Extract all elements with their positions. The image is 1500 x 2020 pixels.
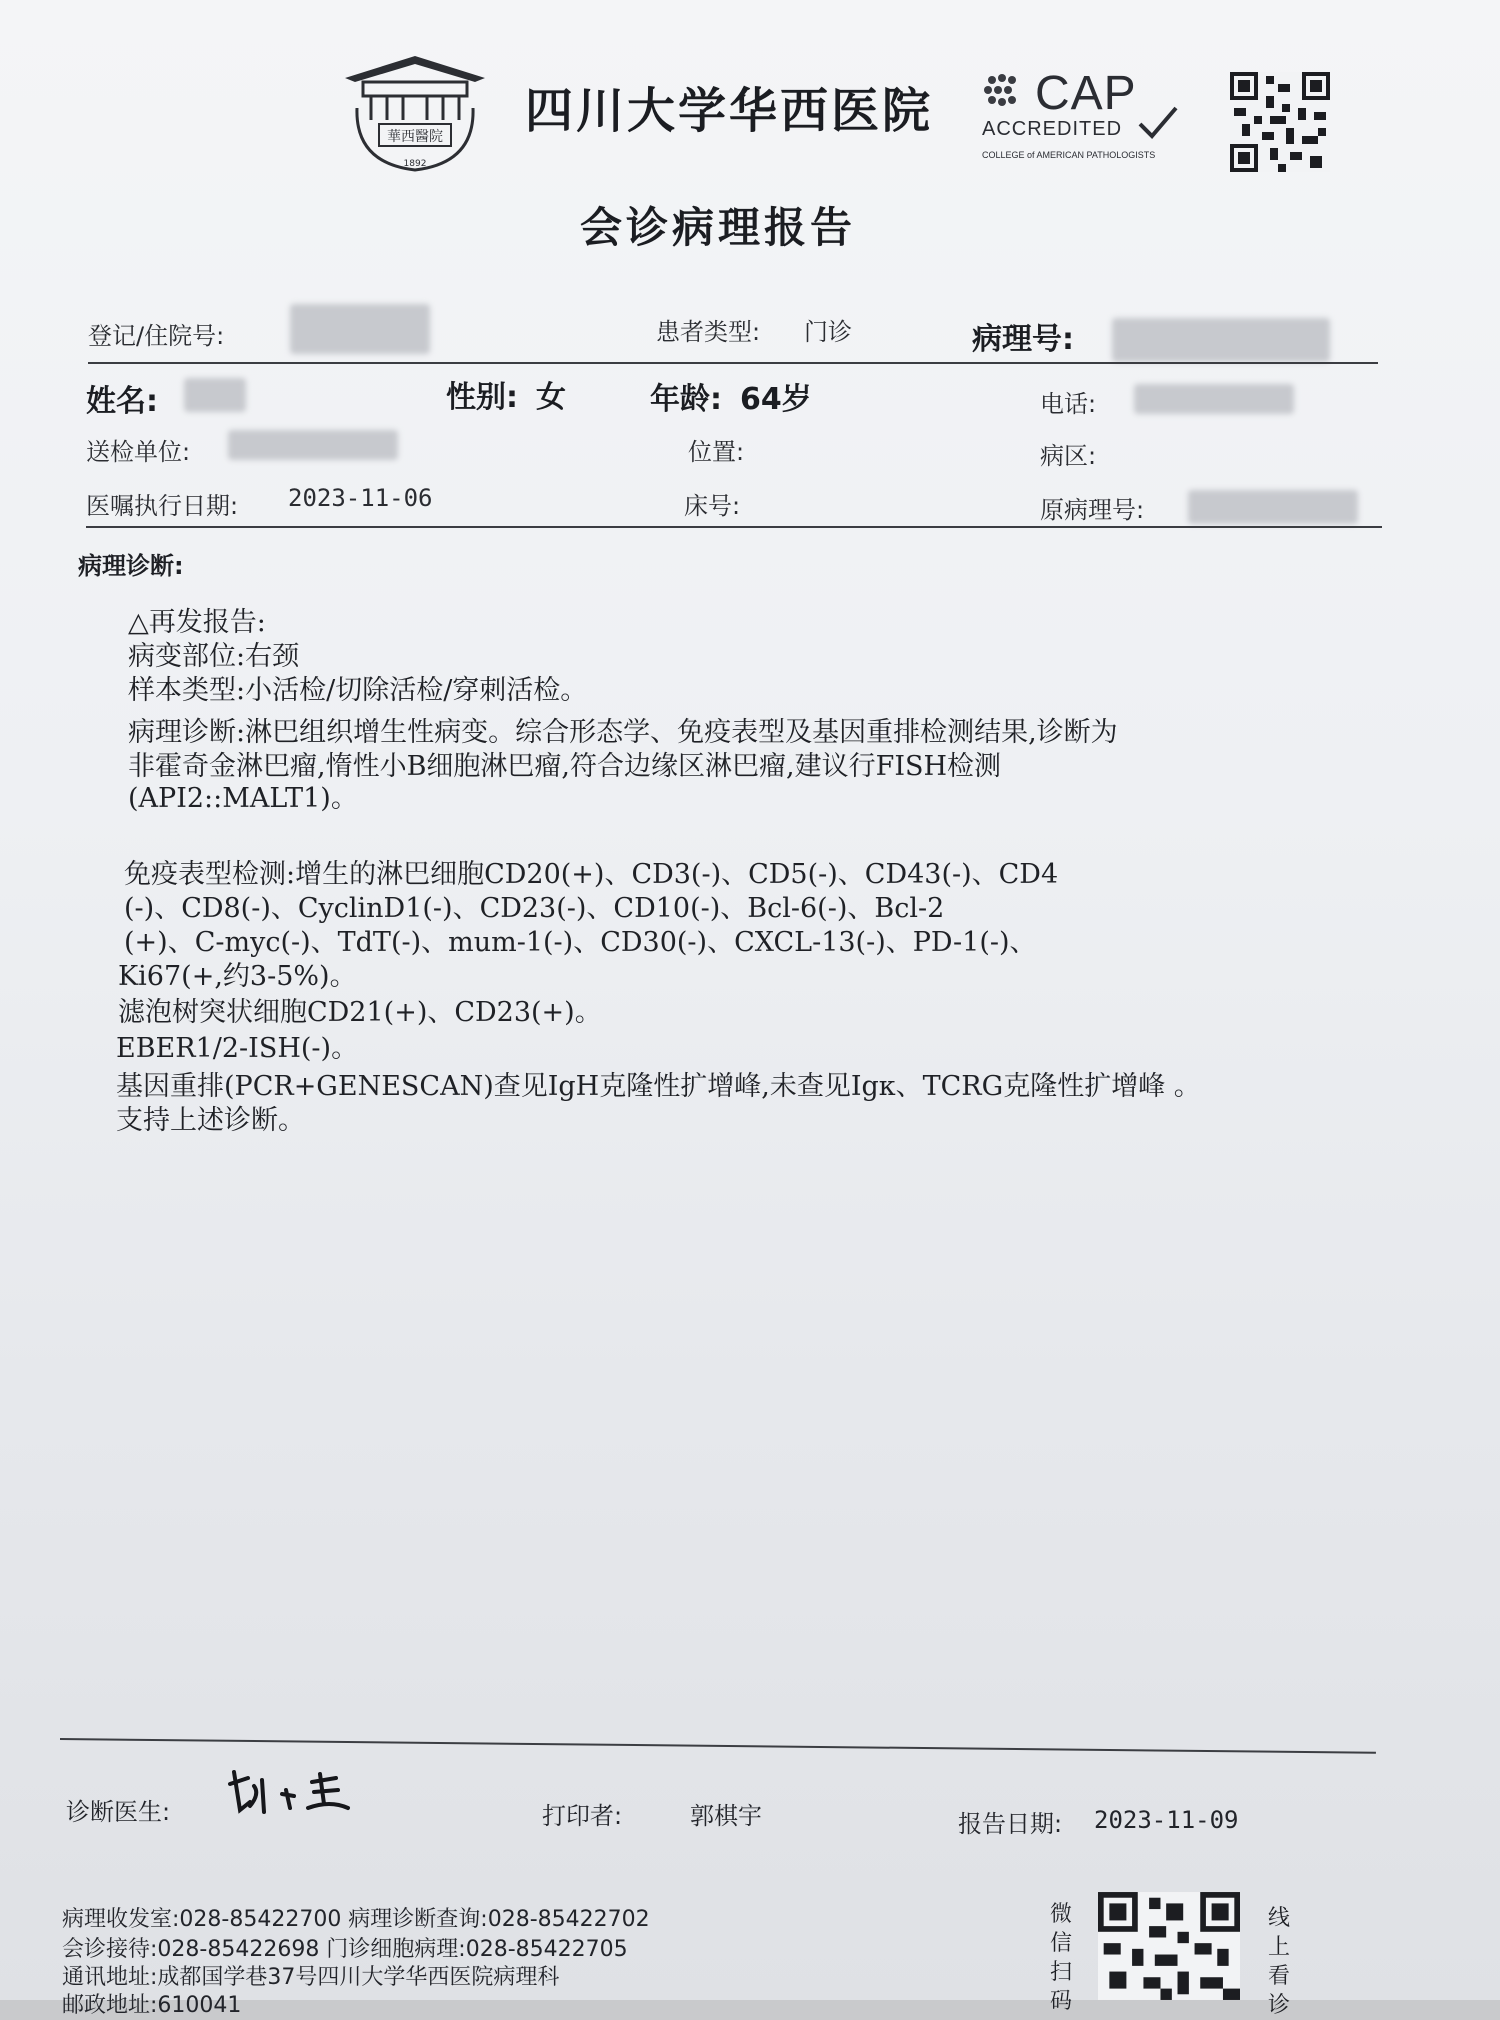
diagnosis-line-2: 非霍奇金淋巴瘤,惰性小B细胞淋巴瘤,符合边缘区淋巴瘤,建议行FISH检测	[128, 751, 1002, 782]
hospital-name: 四川大学华西医院	[525, 83, 934, 139]
original-pathology-label: 原病理号:	[1040, 496, 1145, 524]
logo-text: 華西醫院	[387, 129, 443, 145]
hospital-logo	[335, 48, 495, 178]
divider-footer	[60, 1738, 1376, 1754]
specimen-type-line: 样本类型:小活检/切除活检/穿刺活检。	[128, 675, 588, 706]
diagnosis-line-3: (API2::MALT1)。	[128, 783, 358, 814]
wechat-scan-text: 微信扫码	[1049, 1902, 1072, 2014]
redacted-sender-unit	[228, 430, 398, 460]
cap-accredited-text: ACCREDITED	[982, 118, 1123, 140]
reg-number-label: 登记/住院号:	[88, 322, 225, 350]
cap-college-text: COLLEGE of AMERICAN PATHOLOGISTS	[982, 150, 1156, 160]
gender-value: 女	[536, 380, 566, 415]
checkmark-icon	[1138, 106, 1178, 140]
exec-date-value: 2023-11-06	[288, 484, 433, 512]
fdc-line: 滤泡树突状细胞CD21(+)、CD23(+)。	[118, 997, 602, 1028]
logo-year: 1892	[403, 159, 427, 169]
phone-label: 电话:	[1040, 390, 1097, 418]
patient-type-label: 患者类型:	[656, 318, 761, 346]
eber-line: EBER1/2-ISH(-)。	[116, 1033, 359, 1064]
conclusion-line: 支持上述诊断。	[116, 1105, 305, 1136]
ihc-line-1: 免疫表型检测:增生的淋巴细胞CD20(+)、CD3(-)、CD5(-)、CD43(-)、CD4	[124, 859, 1059, 890]
qr-code-icon	[1230, 72, 1330, 172]
patient-type-value: 门诊	[804, 318, 852, 346]
redacted-original-pathology-number	[1188, 490, 1358, 524]
divider-info	[86, 526, 1382, 528]
ward-label: 病区:	[1040, 442, 1097, 470]
cap-main-text: CAP	[1035, 67, 1137, 120]
pathology-number-label: 病理号:	[972, 322, 1074, 357]
printer-value: 郭棋宇	[690, 1802, 762, 1830]
contact-line-4: 邮政地址:610041	[62, 1993, 242, 2018]
printer-label: 打印者:	[542, 1802, 623, 1830]
exec-date-label: 医嘱执行日期:	[86, 492, 239, 520]
ihc-line-3: (+)、C-myc(-)、TdT(-)、mum-1(-)、CD30(-)、CXCL-13(-)、PD-1(-)、	[124, 927, 1037, 958]
sender-unit-label: 送检单位:	[86, 438, 191, 466]
age-value: 64岁	[740, 382, 812, 417]
redacted-name	[184, 378, 246, 412]
doctor-signature	[220, 1764, 360, 1824]
name-label: 姓名:	[86, 384, 158, 419]
report-date-label: 报告日期:	[958, 1810, 1063, 1838]
position-label: 位置:	[688, 438, 745, 466]
diagnosis-line-1: 病理诊断:淋巴组织增生性病变。综合形态学、免疫表型及基因重排检测结果,诊断为	[128, 717, 1118, 748]
contact-line-3: 通讯地址:成都国学巷37号四川大学华西医院病理科	[62, 1965, 560, 1990]
doctor-label: 诊断医生:	[66, 1798, 171, 1826]
bed-label: 床号:	[684, 492, 741, 520]
age-label: 年龄:	[650, 382, 722, 417]
cap-dots-icon	[980, 72, 1026, 112]
recurrence-label: △再发报告:	[128, 607, 266, 638]
report-date-value: 2023-11-09	[1094, 1806, 1239, 1834]
cap-badge	[980, 66, 1200, 166]
ihc-line-2: (-)、CD8(-)、CyclinD1(-)、CD23(-)、CD10(-)、Bcl-6(-)、Bcl-2	[124, 893, 945, 924]
redacted-reg-number	[290, 304, 430, 354]
report-title: 会诊病理报告	[580, 203, 857, 252]
contact-line-2: 会诊接待:028-85422698 门诊细胞病理:028-85422705	[62, 1937, 628, 1962]
divider-top	[88, 362, 1378, 364]
lesion-site-line: 病变部位:右颈	[128, 641, 300, 672]
contact-line-1: 病理收发室:028-85422700 病理诊断查询:028-85422702	[62, 1907, 650, 1932]
ihc-line-4: Ki67(+,约3-5%)。	[118, 961, 357, 992]
diagnosis-section-title: 病理诊断:	[78, 552, 184, 580]
redacted-pathology-number	[1112, 318, 1330, 362]
gender-label: 性别:	[446, 380, 518, 415]
online-view-text: 线上看诊	[1267, 1906, 1290, 2018]
gene-rearrangement-line: 基因重排(PCR+GENESCAN)查见IgH克隆性扩增峰,未查见Igκ、TCRG克隆性扩增峰 。	[116, 1071, 1201, 1102]
redacted-phone	[1134, 384, 1294, 414]
qr-code-bottom-icon[interactable]	[1098, 1892, 1240, 2000]
